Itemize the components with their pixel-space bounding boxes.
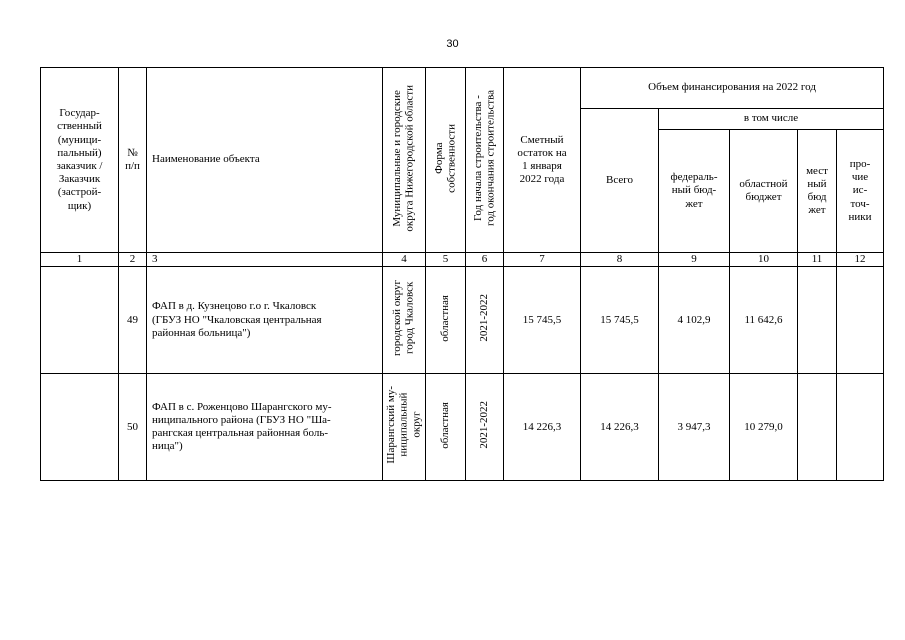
header-municipal: Муниципальные и городские округа Нижегородской области: [383, 68, 426, 253]
header-object-name: Наименование объекта: [147, 68, 383, 253]
col-num: 4: [383, 253, 426, 267]
header-ownership: Форма собственности: [426, 68, 466, 253]
header-years: Год начала строительства - год окончания строительства: [466, 68, 504, 253]
row-other: [837, 267, 884, 374]
header-including: в том числе: [659, 109, 884, 130]
header-regional: областной бюджет: [730, 130, 798, 253]
col-num: 9: [659, 253, 730, 267]
table-row: [41, 374, 884, 481]
table-row: [41, 267, 884, 374]
col-num: 2: [119, 253, 147, 267]
row-number: 49: [119, 267, 147, 374]
col-num: 12: [837, 253, 884, 267]
row-ownership: областная: [426, 374, 466, 481]
row-estimate: 15 745,5: [504, 267, 581, 374]
col-num: 3: [147, 253, 383, 267]
header-total: Всего: [581, 109, 659, 253]
page-number: 30: [446, 38, 459, 50]
header-other: про- чие ис- точ- ники: [837, 130, 884, 253]
row-customer: [41, 374, 119, 481]
row-municipal: городской округ город Чкаловск: [383, 267, 426, 374]
row-estimate: 14 226,3: [504, 374, 581, 481]
col-num: 1: [41, 253, 119, 267]
row-object-name: ФАП в д. Кузнецово г.о г. Чкаловск (ГБУЗ НО "Чкаловская центральная районная больница"): [147, 267, 383, 374]
col-num: 10: [730, 253, 798, 267]
row-years: 2021-2022: [466, 374, 504, 481]
row-years: 2021-2022: [466, 267, 504, 374]
col-num: 8: [581, 253, 659, 267]
row-object-name: ФАП в с. Роженцово Шарангского му- ниципального района (ГБУЗ НО "Ша- рангская центральная районная боль- ница"): [147, 374, 383, 481]
row-total: 15 745,5: [581, 267, 659, 374]
financing-table: [40, 67, 884, 481]
row-regional: 10 279,0: [730, 374, 798, 481]
row-customer: [41, 267, 119, 374]
col-num: 6: [466, 253, 504, 267]
row-local: [798, 267, 837, 374]
row-federal: 3 947,3: [659, 374, 730, 481]
header-estimate: Сметный остаток на 1 января 2022 года: [504, 68, 581, 253]
col-num: 11: [798, 253, 837, 267]
header-number: № п/п: [119, 68, 147, 253]
header-local: мест ный бюд жет: [798, 130, 837, 253]
row-ownership: областная: [426, 267, 466, 374]
header-federal: федераль- ный бюд- жет: [659, 130, 730, 253]
row-federal: 4 102,9: [659, 267, 730, 374]
header-customer: [41, 68, 119, 253]
row-regional: 11 642,6: [730, 267, 798, 374]
col-num: 7: [504, 253, 581, 267]
row-total: 14 226,3: [581, 374, 659, 481]
row-number: 50: [119, 374, 147, 481]
row-municipal: Шарангский му- ниципальный округ: [383, 374, 426, 481]
col-num: 5: [426, 253, 466, 267]
header-funding-title: Объем финансирования на 2022 год: [581, 68, 884, 109]
row-other: [837, 374, 884, 481]
header-customer-text: Государ- ственный (муници- пальный) заказчик / Заказчик (застрой- щик): [56, 107, 103, 212]
column-numbers-row: [41, 253, 884, 267]
row-local: [798, 374, 837, 481]
